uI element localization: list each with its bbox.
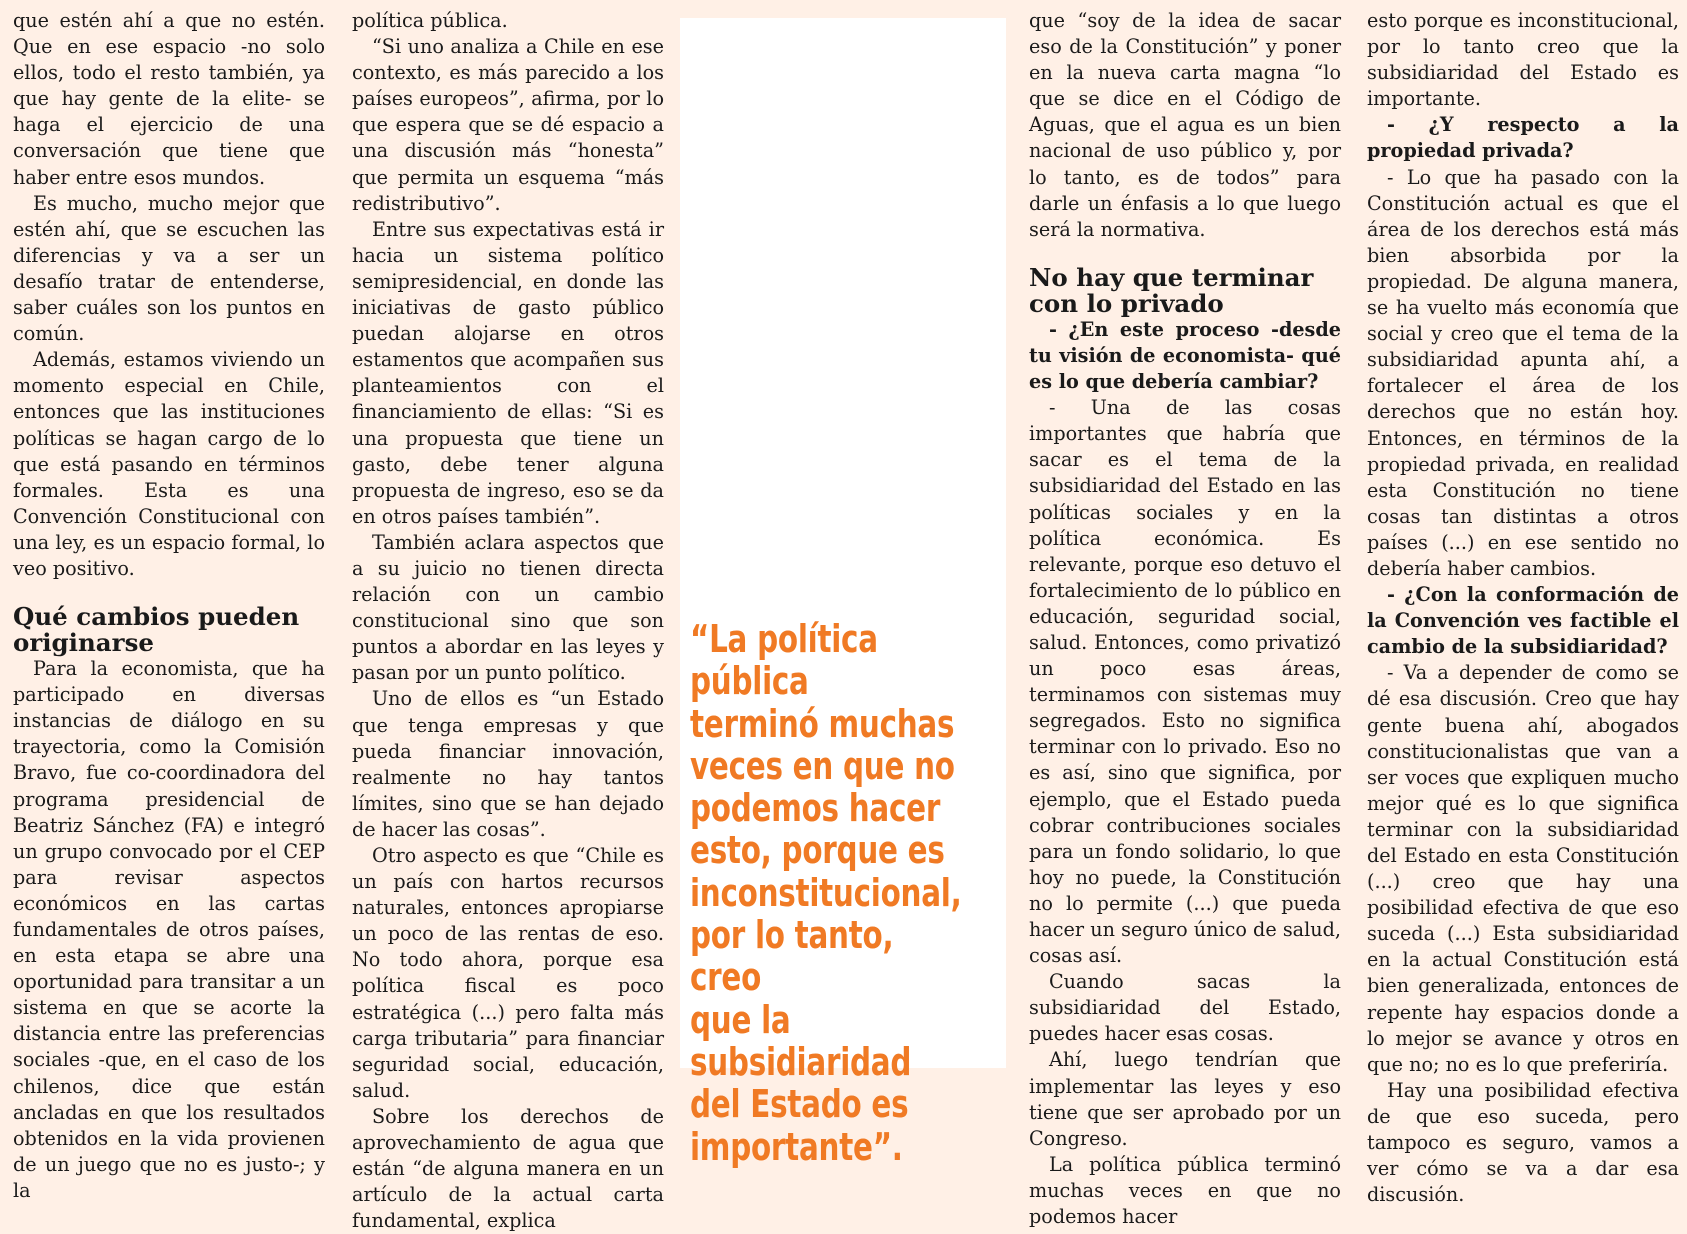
paragraph: “Si uno analiza a Chile en ese contexto, es más parecido a los países europeos”, afirma, por lo que espera que se dé espacio a una discusión más “honesta” que permita un esquema “más redistributivo”.: [352, 35, 664, 215]
paragraph: Es mucho, mucho mejor que estén ahí, que se escuchen las diferencias y va a ser un desafío tratar de entenderse, saber cuáles son los puntos en común.: [13, 191, 325, 346]
paragraph: Entre sus expectativas está ir hacia un sistema político semipresidencial, en donde las iniciativas de gasto público puedan alojarse en otros estamentos que acompañen sus planteamientos con el financiamiento de ellas: “Si es una propuesta que tiene un gasto, debe tener alguna propuesta de ingreso, eso se da en otros países también”.: [352, 217, 664, 528]
article-column-1: [13, 8, 325, 1204]
paragraph: Uno de ellos es “un Estado que tenga empresas y que pueda financiar innovación, realmente no hay tantos límites, sino que se han dejado de hacer las cosas”.: [352, 687, 664, 841]
interview-question: - ¿En este proceso -desde tu visión de economista- qué es lo que debería cambiar?: [1029, 317, 1341, 394]
interview-answer: - Una de las cosas importantes que habría que sacar es el tema de la subsidiaridad del Estado en las políticas sociales y en la política económica. Es relevante, porque eso detuvo el fortalecimiento de lo público en educación, seguridad social, salud. Entonces, como privatizó un poco esas áreas, terminamos con sistemas muy segregados. Esto no significa terminar con lo privado. Eso no es así, sino que significa, por ejemplo, que el Estado pueda cobrar contribuciones sociales para un fondo solidario, lo que hoy no puede, la Constitución no lo permite (...) que pueda hacer un seguro único de salud, cosas así.: [1029, 396, 1341, 968]
paragraph: esto porque es inconstitucional, por lo tanto creo que la subsidiaridad del Estado es importante.: [1367, 9, 1679, 111]
article-column-3: [1029, 8, 1341, 1230]
article-column-4: [1367, 8, 1679, 1208]
paragraph: La política pública terminó muchas veces en que no podemos hacer: [1029, 1152, 1341, 1229]
paragraph: que estén ahí a que no estén. Que en ese espacio -no solo ellos, todo el resto también, ya que hay gente de la elite- se haga el ejercicio de una conversación que tiene que haber entre esos mundos.: [13, 9, 325, 189]
section-heading: Qué cambios pueden originarse: [13, 602, 300, 658]
interview-answer: - Lo que ha pasado con la Constitución actual es que el área de los derechos está más bien absorbida por la propiedad. De alguna manera, se ha vuelto más economía que social y creo que el tema de la subsidiaridad apunta ahí, a fortalecer el área de los derechos que no están hoy. Entonces, en términos de la propiedad privada, en realidad esta Constitución no tiene cosas tan distintas a otros países (...) en ese sentido no debería haber cambios.: [1367, 165, 1679, 580]
paragraph: Hay una posibilidad efectiva de que eso suceda, pero tampoco es seguro, vamos a ver cómo se va a dar esa discusión.: [1367, 1078, 1679, 1207]
paragraph: También aclara aspectos que a su juicio no tienen directa relación con un cambio constitucional sino que son puntos a abordar en las leyes y pasan por un punto político.: [352, 530, 664, 685]
paragraph: Sobre los derechos de aprovechamiento de agua que están “de alguna manera en un artículo de la actual carta fundamental, explica: [352, 1104, 664, 1233]
paragraph: política pública.: [352, 9, 508, 32]
interview-question: - ¿Y respecto a la propiedad privada?: [1367, 113, 1679, 163]
article-column-2: [352, 8, 664, 1234]
interview-question: - ¿Con la conformación de la Convención ves factible el cambio de la subsidiaridad?: [1367, 583, 1679, 659]
pull-quote: “La política pública terminó muchas veces en que no podemos hacer esto, porque es inconstitucional, por lo tanto, creo que la subsidiaridad del Estado es importante”.: [690, 617, 962, 1169]
interview-answer: - Va a depender de como se dé esa discusión. Creo que hay gente buena ahí, abogados constitucionalistas que van a ser voces que expliquen mucho mejor qué es lo que significa terminar con la subsidiaridad del Estado en esta Constitución (...) creo que hay una posibilidad efectiva de que eso suceda (...) Esta subsidiaridad en la actual Constitución está bien generalizada, entonces de repente hay espacios donde a lo mejor se avance y otros en que no; no es lo que preferiría.: [1367, 661, 1679, 1076]
paragraph: Cuando sacas la subsidiaridad del Estado, puedes hacer esas cosas.: [1029, 970, 1341, 1046]
paragraph: Otro aspecto es que “Chile es un país con hartos recursos naturales, entonces apropiarse un poco de las rentas de eso. No todo ahora, porque esa política fiscal es poco estratégica (...) pero falta más carga tributaria” para financiar seguridad social, educación, salud.: [352, 844, 664, 1102]
section-heading: No hay que terminar con lo privado: [1029, 262, 1314, 318]
paragraph: Ahí, luego tendrían que implementar las leyes y eso tiene que ser aprobado por un Congreso.: [1029, 1048, 1341, 1150]
paragraph: que “soy de la idea de sacar eso de la Constitución” y poner en la nueva carta magna “lo que se dice en el Código de Aguas, que el agua es un bien nacional de uso público y, por lo tanto, es de todos” para darle un énfasis a lo que luego será la normativa.: [1029, 9, 1341, 241]
paragraph: Además, estamos viviendo un momento especial en Chile, entonces que las instituciones políticas se hagan cargo de lo que está pasando en términos formales. Esta es una Convención Constitucional con una ley, es un espacio formal, lo veo positivo.: [13, 348, 325, 580]
paragraph: Para la economista, que ha participado en diversas instancias de diálogo en su trayectoria, como la Comisión Bravo, fue co-coordinadora del programa presidencial de Beatriz Sánchez (FA) e integró un grupo convocado por el CEP para revisar aspectos económicos en las cartas fundamentales de otros países, en esta etapa se abre una oportunidad para transitar a un sistema en que se acorte la distancia entre las preferencias sociales -que, en el caso de los chilenos, dice que están ancladas en que los resultados obtenidos en la vida provienen de un juego que no es justo-; y la: [13, 657, 325, 1202]
